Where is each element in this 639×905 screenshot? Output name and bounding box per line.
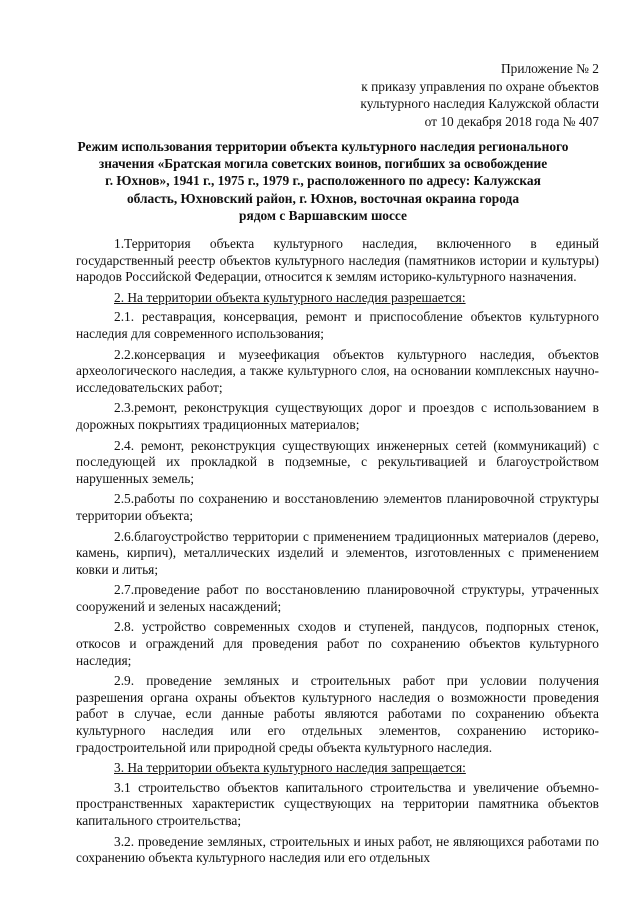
paragraph-2-5: 2.5.работы по сохранению и восстановлению элементов планировочной структуры территории объекта;: [76, 491, 599, 523]
appendix-order-ref: к приказу управления по охране объектов: [361, 78, 599, 94]
title-line: рядом с Варшавским шоссе: [239, 207, 407, 223]
paragraph-2-3: 2.3.ремонт, реконструкция существующих дорог и проездов с использованием в дорожных покрытиях традиционных материалов;: [76, 400, 599, 432]
appendix-date: от 10 декабря 2018 года № 407: [424, 113, 599, 129]
appendix-header: [299, 60, 599, 130]
paragraph-3-2: 3.2. проведение земляных, строительных и иных работ, не являющихся работами по сохранению объекта культурного наследия или его отдельных: [76, 833, 599, 866]
document-title: [60, 138, 586, 224]
appendix-number: Приложение № 2: [500, 61, 599, 76]
document-body: [76, 236, 599, 867]
section-heading-2: 2. На территории объекта культурного наследия разрешается:: [114, 289, 466, 305]
paragraph-2-6: 2.6.благоустройство территории с применением традиционных материалов (дерево, камень, кирпич), металлических изделий и элементов, изготовленных с применением ковки и литья;: [76, 528, 599, 577]
title-line: г. Юхнов», 1941 г., 1975 г., 1979 г., расположенного по адресу: Калужская: [105, 173, 541, 189]
paragraph-2-4: 2.4. ремонт, реконструкция существующих инженерных сетей (коммуникаций) с последующей их прокладкой в подземные, с рекультивацией и благоустройством нарушенных земель;: [76, 437, 599, 486]
title-line: область, Юхновский район, г. Юхнов, восточная окраина города: [126, 190, 520, 206]
title-line: Режим использования территории объекта культурного наследия регионального: [77, 139, 569, 154]
paragraph-2-9: 2.9. проведение земляных и строительных работ при условии получения разрешения органа охраны объектов культурного наследия о возможности проведения работ в случае, если данные работы являются работами по сохранению объекта культурного наследия или его отдельных элементов, сохранению историко-градостроительной или природной среды объекта культурного наследия.: [76, 673, 599, 755]
paragraph-2-8: 2.8. устройство современных сходов и ступеней, пандусов, подпорных стенок, откосов и ограждений для проведения работ по сохранению объектов культурного наследия;: [76, 619, 599, 668]
paragraph-2-7: 2.7.проведение работ по восстановлению планировочной структуры, утраченных сооружений и зеленых насаждений;: [76, 582, 599, 614]
title-line: значения «Братская могила советских воинов, погибших за освобождение: [98, 156, 548, 172]
paragraph-1: 1.Территория объекта культурного наследия, включенного в единый государственный реестр объектов культурного наследия (памятников истории и культуры) народов Российской Федерации, относится к землям историко-культурного назначения.: [76, 236, 599, 285]
appendix-authority: культурного наследия Калужской области: [360, 96, 599, 111]
paragraph-2-1: 2.1. реставрация, консервация, ремонт и приспособление объектов культурного наследия для современного использования;: [76, 309, 599, 341]
paragraph-2-2: 2.2.консервация и музеефикация объектов культурного наследия, объектов археологического наследия, а также культурного слоя, на основании комплексных научно-исследовательских работ;: [76, 346, 599, 395]
paragraph-3-1: 3.1 строительство объектов капитального строительства и увеличение объемно-пространственных характеристик существующих на территории памятника объектов капитального строительства;: [76, 779, 599, 828]
section-heading-3: 3. На территории объекта культурного наследия запрещается:: [114, 760, 466, 776]
